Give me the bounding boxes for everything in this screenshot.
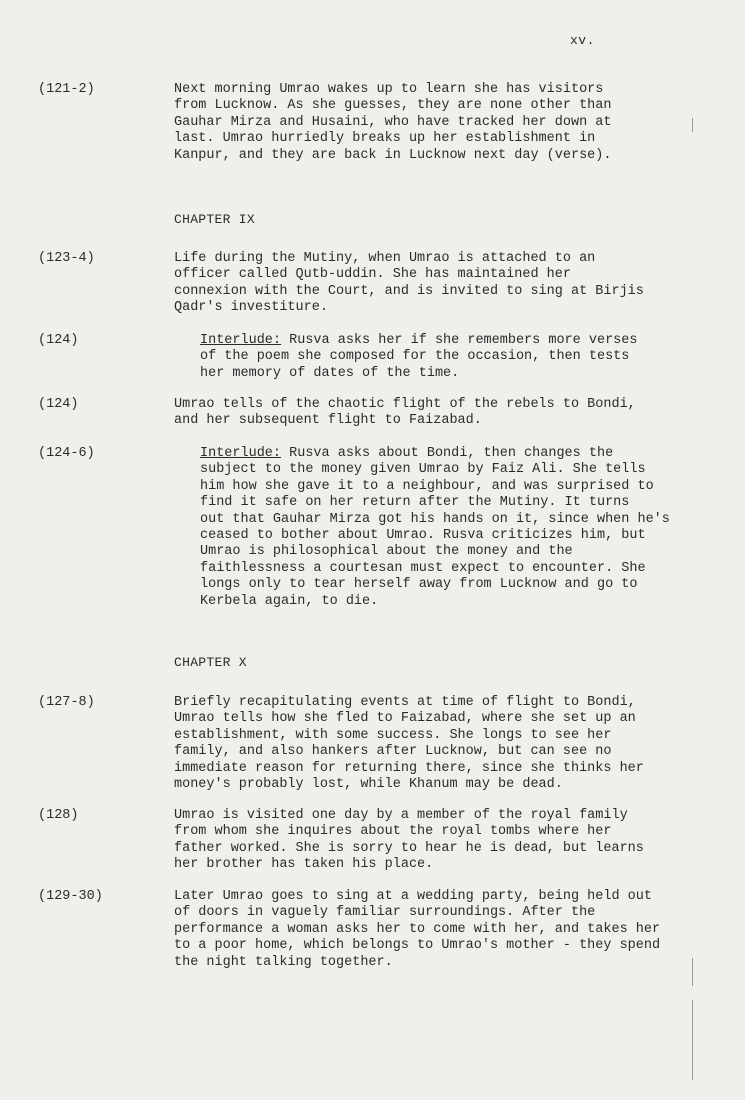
text-line: Rusva asks her if she remembers more verses xyxy=(281,333,638,348)
text-line: family, and also hankers after Lucknow, but can see no xyxy=(174,744,612,760)
interlude-label: Interlude: xyxy=(200,446,282,461)
text-line: from Lucknow. As she guesses, they are none other than xyxy=(174,98,612,114)
interlude-label: Interlude: xyxy=(200,333,282,348)
text-line: her memory of dates of the time. xyxy=(200,365,460,381)
text-line: money's probably lost, while Khanum may be dead. xyxy=(174,776,563,792)
page-reference: (124) xyxy=(38,397,79,412)
text-line: and her subsequent flight to Faizabad. xyxy=(174,413,482,429)
text-line: Later Umrao goes to sing at a wedding party, being held out xyxy=(174,889,652,904)
text-line: establishment, with some success. She longs to see her xyxy=(174,727,612,743)
page-reference: (124) xyxy=(38,333,79,348)
text-line: Umrao is visited one day by a member of the royal family xyxy=(174,808,628,823)
text-line: her brother has taken his place. xyxy=(174,857,434,873)
page-reference: (127-8) xyxy=(38,695,95,710)
text-line: Next morning Umrao wakes up to learn she has visitors xyxy=(174,82,604,97)
text-line: ceased to bother about Umrao. Rusva criticizes him, but xyxy=(200,527,646,543)
text-line: of the poem she composed for the occasion, then tests xyxy=(200,349,630,365)
text-line: longs only to tear herself away from Lucknow and go to xyxy=(200,577,638,593)
page-number: xv. xyxy=(570,33,595,48)
entry-text xyxy=(174,82,611,164)
entry-text xyxy=(174,695,644,793)
text-line: from whom she inquires about the royal tombs where her xyxy=(174,824,612,840)
text-line: Rusva asks about Bondi, then changes the xyxy=(281,446,614,461)
text-line: connexion with the Court, and is invited to sing at Birjis xyxy=(174,283,644,299)
text-line: Qadr's investiture. xyxy=(174,300,328,316)
margin-mark xyxy=(692,1000,693,1080)
text-line: Umrao tells how she fled to Faizabad, where she set up an xyxy=(174,711,636,727)
text-line: find it safe on her return after the Mutiny. It turns xyxy=(200,495,630,511)
text-line: of doors in vaguely familiar surroundings. After the xyxy=(174,905,596,921)
text-line: last. Umrao hurriedly breaks up her establishment in xyxy=(174,131,596,147)
margin-mark xyxy=(692,958,693,986)
text-line: father worked. She is sorry to hear he is dead, but learns xyxy=(174,840,644,856)
text-line: Briefly recapitulating events at time of flight to Bondi, xyxy=(174,695,636,710)
text-line: Kerbela again, to die. xyxy=(200,593,379,609)
text-line: officer called Qutb-uddin. She has maintained her xyxy=(174,267,571,283)
chapter-heading: CHAPTER X xyxy=(174,655,247,670)
text-line: subject to the money given Umrao by Faiz Ali. She tells xyxy=(200,462,646,478)
entry-text xyxy=(174,397,636,430)
text-line: Umrao is philosophical about the money and the xyxy=(200,544,573,560)
text-line: out that Gauhar Mirza got his hands on it, since when he's xyxy=(200,511,670,527)
text-line: faithlessness a courtesan must expect to encounter. She xyxy=(200,560,646,576)
chapter-heading: CHAPTER IX xyxy=(174,212,256,227)
page-reference: (128) xyxy=(38,808,79,823)
text-line: Life during the Mutiny, when Umrao is attached to an xyxy=(174,251,596,266)
page-reference: (123-4) xyxy=(38,251,95,266)
text-line: the night talking together. xyxy=(174,954,393,970)
entry-text xyxy=(174,251,644,317)
text-line: Umrao tells of the chaotic flight of the rebels to Bondi, xyxy=(174,397,636,412)
entry-text xyxy=(174,889,660,971)
text-line: immediate reason for returning there, since she thinks her xyxy=(174,760,644,776)
page-reference: (121-2) xyxy=(38,82,95,97)
page-reference: (129-30) xyxy=(38,889,103,904)
text-line: performance a woman asks her to come with her, and takes her xyxy=(174,921,661,937)
text-line: to a poor home, which belongs to Umrao's mother - they spend xyxy=(174,938,661,954)
entry-text xyxy=(200,333,637,382)
entry-text xyxy=(200,446,670,610)
page-reference: (124-6) xyxy=(38,446,95,461)
margin-mark xyxy=(692,118,693,132)
text-line: him how she gave it to a neighbour, and was surprised to xyxy=(200,478,654,494)
text-line: Gauhar Mirza and Husaini, who have tracked her down at xyxy=(174,114,612,130)
entry-text xyxy=(174,808,644,874)
text-line: Kanpur, and they are back in Lucknow next day (verse). xyxy=(174,147,612,163)
